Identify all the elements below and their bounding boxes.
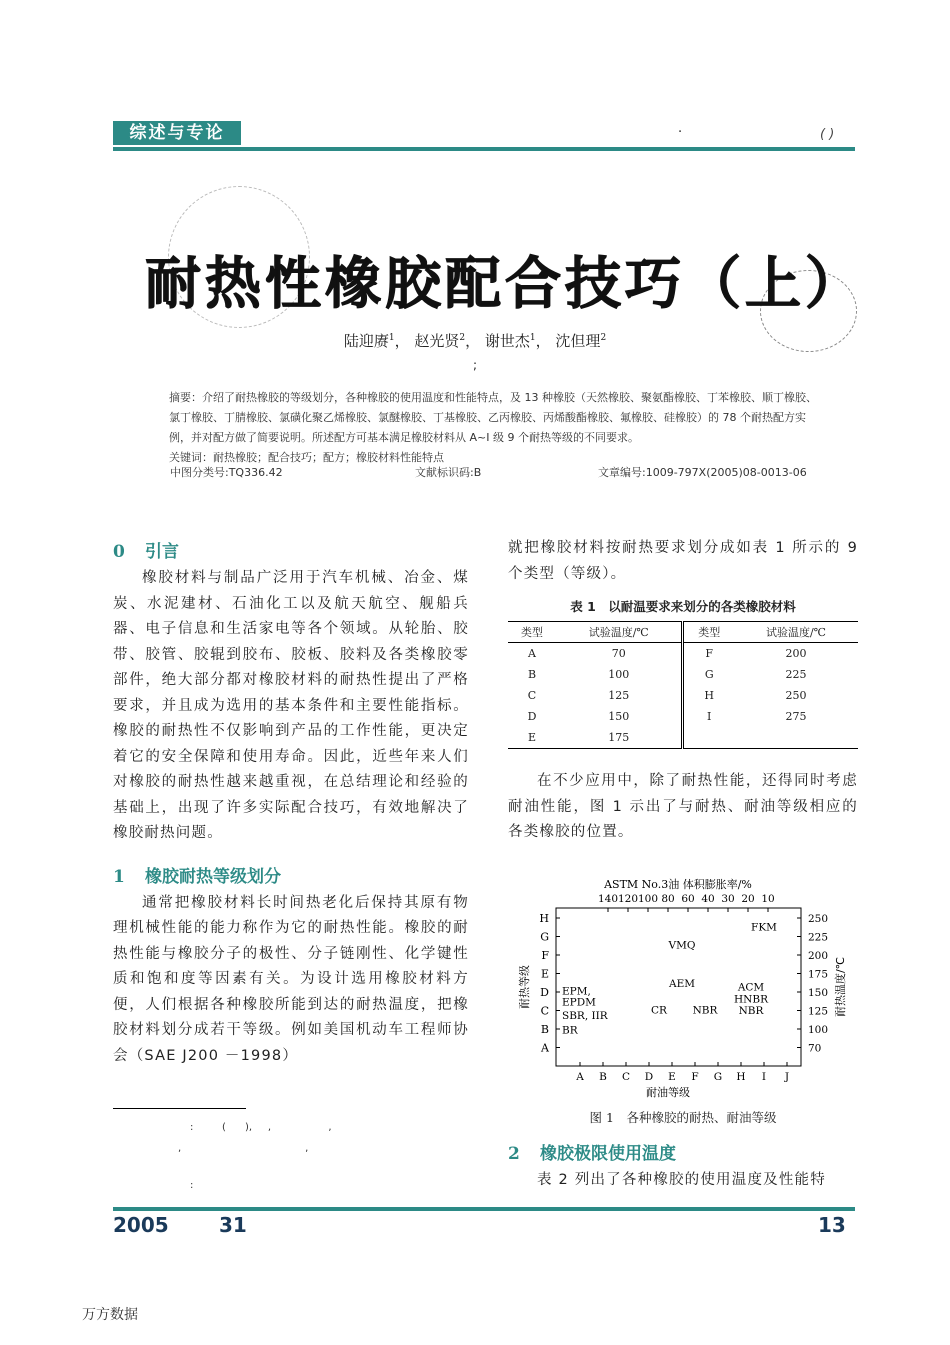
- clc-number: 中图分类号:TQ336.42: [170, 466, 283, 479]
- left-column: [113, 538, 469, 1069]
- table-header: 试验温度/℃: [734, 622, 858, 643]
- table-header: 类型: [683, 622, 734, 643]
- footnote-rule: [113, 1108, 246, 1109]
- section2-block: [508, 1140, 858, 1194]
- right-axis-label: 耐热温度/℃: [834, 956, 847, 1018]
- table-row: C 125 H 250: [508, 685, 858, 706]
- table-caption: 表 1 以耐温要求来划分的各类橡胶材料: [570, 599, 796, 614]
- footnote-line: :: [190, 1180, 194, 1191]
- bottom-tick-label: D: [644, 1071, 654, 1083]
- header-dot: ·: [678, 125, 683, 140]
- author-name: 陆迎赓: [343, 332, 389, 350]
- bottom-tick-label: I: [761, 1071, 767, 1083]
- right-intro-paragraph: 就把橡胶材料按耐热要求划分成如表 1 所示的 9 个类型（等级）。: [508, 540, 858, 582]
- bottom-tick-label: C: [621, 1071, 631, 1083]
- table-row: B 100 G 225: [508, 664, 858, 685]
- bottom-tick-label: G: [713, 1071, 723, 1083]
- footnote-line: : ( ), , ,: [190, 1122, 332, 1133]
- table-row: D 150 I 275: [508, 706, 858, 727]
- rubber-label: FKM: [751, 921, 777, 934]
- top-axis-label: ASTM No.3油 体积膨胀率/%: [604, 878, 752, 891]
- bottom-tick-label: A: [576, 1071, 584, 1083]
- rubber-label: EPM,: [562, 985, 591, 998]
- bottom-tick-label: F: [691, 1071, 699, 1083]
- keywords: 关键词：耐热橡胶；配合技巧；配方；橡胶材料性能特点: [169, 451, 444, 464]
- top-tick-label: 10: [761, 893, 775, 905]
- right-tick-label: 225: [808, 931, 829, 944]
- table-header: 试验温度/℃: [556, 622, 683, 643]
- left-tick-label: D: [540, 986, 549, 999]
- bottom-tick-label: H: [736, 1071, 746, 1083]
- right-tick-label: 150: [808, 987, 829, 999]
- right-tick-label: 100: [808, 1024, 829, 1036]
- left-tick-label: A: [541, 1041, 549, 1055]
- top-tick-label: 60: [681, 893, 695, 905]
- rubber-label: NBR: [738, 1005, 764, 1018]
- watermark: 万方数据: [82, 1307, 138, 1323]
- rubber-label: VMQ: [668, 939, 696, 952]
- bottom-tick-label: B: [599, 1071, 607, 1083]
- bottom-rule: [113, 1207, 855, 1211]
- section-heading: 1 橡胶耐热等级划分: [113, 866, 281, 887]
- heat-oil-grade-chart: [508, 872, 858, 1104]
- rubber-label: ACM: [737, 981, 765, 994]
- top-tick-label: 20: [741, 893, 755, 905]
- left-axis-label: 耐热等级: [518, 965, 531, 1009]
- author-name: 谢世杰: [484, 332, 530, 350]
- table-row: E 175: [508, 727, 858, 749]
- rubber-label: EPDM: [562, 996, 596, 1009]
- heat-grade-table: [508, 621, 858, 749]
- right-tick-label: 125: [808, 1005, 829, 1018]
- abstract-block: [147, 388, 817, 468]
- rubber-label: HNBR: [734, 993, 768, 1006]
- figure-intro-paragraph: 在不少应用中，除了耐热性能，还得同时考虑耐油性能，图 1 示出了与耐热、耐油等级相应的各类橡胶的位置。: [508, 773, 858, 840]
- abstract-text: 摘要：介绍了耐热橡胶的等级划分，各种橡胶的使用温度和性能特点，及 13 种橡胶（天然橡胶、聚氨酯橡胶、丁苯橡胶、顺丁橡胶、氯丁橡胶、丁腈橡胶、氯磺化聚乙烯橡胶、氯醚橡胶、丁基橡胶、乙丙橡胶、丙烯酸酯橡胶、氟橡胶、硅橡胶）的 78 个耐热配方实例，并对配方做了简要说明。所述配方可基本满足橡胶材料从 A~I 级 9 个耐热等级的不同要求。: [169, 391, 817, 444]
- footnote-line: , ,: [178, 1143, 309, 1154]
- left-tick-label: H: [539, 912, 549, 925]
- author-line: 陆迎赓$^1$， 赵光贤$^2$， 谢世杰$^1$， 沈但理$^2$: [343, 332, 607, 350]
- author-name: 赵光贤: [414, 332, 460, 350]
- document-code: 文献标识码:B: [415, 466, 482, 479]
- author-sup: 1: [388, 333, 395, 343]
- author-sup: 1: [529, 333, 536, 343]
- top-tick-label: 140: [597, 893, 619, 905]
- top-tick-label: 30: [721, 893, 735, 905]
- rubber-label: NBR: [692, 1004, 718, 1017]
- section-heading: 0 引言: [113, 542, 179, 562]
- table-row: A 70 F 200: [508, 643, 858, 665]
- author-sup: 2: [459, 333, 466, 343]
- article-number: 文章编号:1009-797X(2005)08-0013-06: [598, 466, 807, 479]
- left-tick-label: E: [540, 967, 549, 981]
- left-tick-label: B: [540, 1023, 549, 1036]
- rubber-label: BR: [562, 1024, 578, 1037]
- rubber-label: CR: [651, 1004, 667, 1017]
- intro-paragraph: 橡胶材料与制品广泛用于汽车机械、冶金、煤炭、水泥建材、石油化工以及航天航空、舰船兵器、电子信息和生活家电等各个领域。从轮胎、胶带、胶管、胶辊到胶布、胶板、胶料及各类橡胶零部件，绝大部分都对橡胶材料的耐热性提出了严格要求，并且成为选用的基本条件和主要性能指标。橡胶的耐热性不仅影响到产品的工作性能，更决定着它的安全保障和使用寿命。因此，近些年来人们对橡胶的耐热性越来越重视，在总结理论和经验的基础上，出现了许多实际配合技巧，有效地解决了橡胶耐热问题。: [113, 570, 469, 841]
- table-header: 类型: [508, 622, 556, 643]
- top-rule: [113, 147, 855, 151]
- article-title: 耐热性橡胶配合技巧（上）: [145, 252, 865, 317]
- bottom-tick-label: J: [784, 1071, 790, 1083]
- top-tick-label: 80: [661, 893, 675, 905]
- author-name: 沈但理: [555, 332, 601, 350]
- right-tick-label: 70: [808, 1042, 822, 1055]
- left-tick-label: C: [540, 1004, 549, 1018]
- section-heading: 2 橡胶极限使用温度: [508, 1144, 676, 1164]
- header-right-mark: ( ): [820, 127, 835, 142]
- top-tick-label: 120: [617, 893, 639, 905]
- left-tick-label: F: [541, 949, 549, 962]
- footer-page: 13: [818, 1213, 846, 1237]
- left-tick-label: G: [540, 930, 549, 944]
- affiliation-mark: ;: [472, 358, 478, 372]
- rubber-label: AEM: [669, 977, 695, 990]
- bottom-axis-label: 耐油等级: [646, 1086, 690, 1099]
- rubber-label: SBR, IIR: [562, 1010, 608, 1023]
- right-tick-label: 250: [808, 913, 829, 925]
- right-tick-label: 200: [808, 950, 829, 962]
- bottom-tick-label: E: [668, 1071, 676, 1083]
- section1-paragraph: 通常把橡胶材料长时间热老化后保持其原有物理机械性能的能力称作为它的耐热性能。橡胶的耐热性能与橡胶分子的极性、分子链刚性、化学键性质和饱和度等因素有关。为设计选用橡胶材料方便，人们根据各种橡胶所能到达的耐热温度，把橡胶材料划分成若干等级。例如美国机动车工程师协会（SAE J200 －1998）: [113, 894, 469, 1064]
- right-tick-label: 175: [808, 968, 829, 981]
- author-sup: 2: [600, 333, 607, 343]
- right-column: [508, 538, 858, 846]
- top-tick-label: 40: [701, 893, 715, 905]
- footer-issue: 31: [219, 1213, 247, 1237]
- section2-paragraph: 表 2 列出了各种橡胶的使用温度及性能特: [537, 1172, 826, 1188]
- section-tag: 综述与专论: [113, 121, 241, 145]
- top-tick-label: 100: [637, 893, 659, 905]
- figure-caption: 图 1 各种橡胶的耐热、耐油等级: [589, 1110, 777, 1125]
- footer-year: 2005: [113, 1213, 169, 1237]
